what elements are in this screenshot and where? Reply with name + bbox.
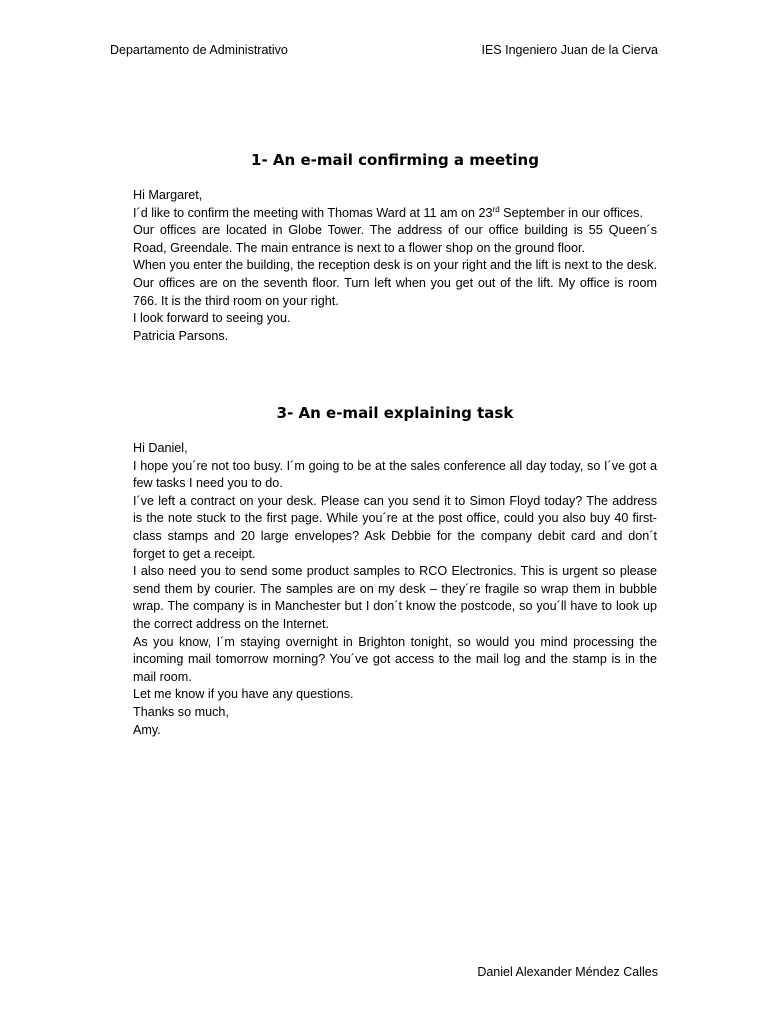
email-signature: Patricia Parsons. <box>133 328 229 343</box>
header-school: IES Ingeniero Juan de la Cierva <box>481 43 658 57</box>
email-paragraph: I´ve left a contract on your desk. Please can you send it to Simon Floyd today? The address is the note stuck to the first page. While you´re at the post office, could you also buy 40 first-class stamps and 20 large envelopes? Ask Debbie for the company debit card and don´t forget to get a receipt. <box>133 493 657 561</box>
email-paragraph: As you know, I´m staying overnight in Brighton tonight, so would you mind processing the incoming mail tomorrow morning? You´ve got access to the mail log and the stamp is in the mail room. <box>133 634 657 684</box>
section-title: 1- An e-mail confirming a meeting <box>251 151 539 169</box>
email-confirming-meeting <box>133 150 657 345</box>
email-signature: Amy. <box>133 722 161 737</box>
header-department: Departamento de Administrativo <box>110 43 288 57</box>
ordinal-suffix: rd <box>492 204 500 214</box>
email-paragraph: Let me know if you have any questions. <box>133 687 354 702</box>
email-greeting: Hi Margaret, <box>133 188 203 202</box>
paragraph-text: I´d like to confirm the meeting with Thomas Ward at 11 am on 23 <box>133 205 493 220</box>
section-title: 3- An e-mail explaining task <box>276 404 514 422</box>
email-body <box>133 440 657 739</box>
footer-author: Daniel Alexander Méndez Calles <box>477 965 658 979</box>
email-paragraph: Our offices are located in Globe Tower. The address of our office building is 55 Queen´s Road, Greendale. The main entrance is next to a flower shop on the ground floor. <box>133 223 657 255</box>
email-explaining-task <box>133 403 657 739</box>
email-paragraph <box>133 205 657 223</box>
email-greeting: Hi Daniel, <box>133 441 188 455</box>
email-paragraph: I hope you´re not too busy. I´m going to be at the sales conference all day today, so I´ve got a few tasks I need you to do. <box>133 458 657 491</box>
email-paragraph: Thanks so much, <box>133 704 229 719</box>
paragraph-text: September in our offices. <box>499 205 643 220</box>
email-paragraph: I look forward to seeing you. <box>133 311 291 326</box>
email-paragraph: When you enter the building, the reception desk is on your right and the lift is next to the desk. Our offices are on the seventh floor. Turn left when you get out of the lift. My office is room 766. It is the third room on your right. <box>133 258 657 308</box>
email-body <box>133 187 657 345</box>
email-paragraph: I also need you to send some product samples to RCO Electronics. This is urgent so please send them by courier. The samples are on my desk – they´re fragile so wrap them in bubble wrap. The company is in Manchester but I don´t know the postcode, so you´ll have to look up the correct address on the Internet. <box>133 564 657 631</box>
